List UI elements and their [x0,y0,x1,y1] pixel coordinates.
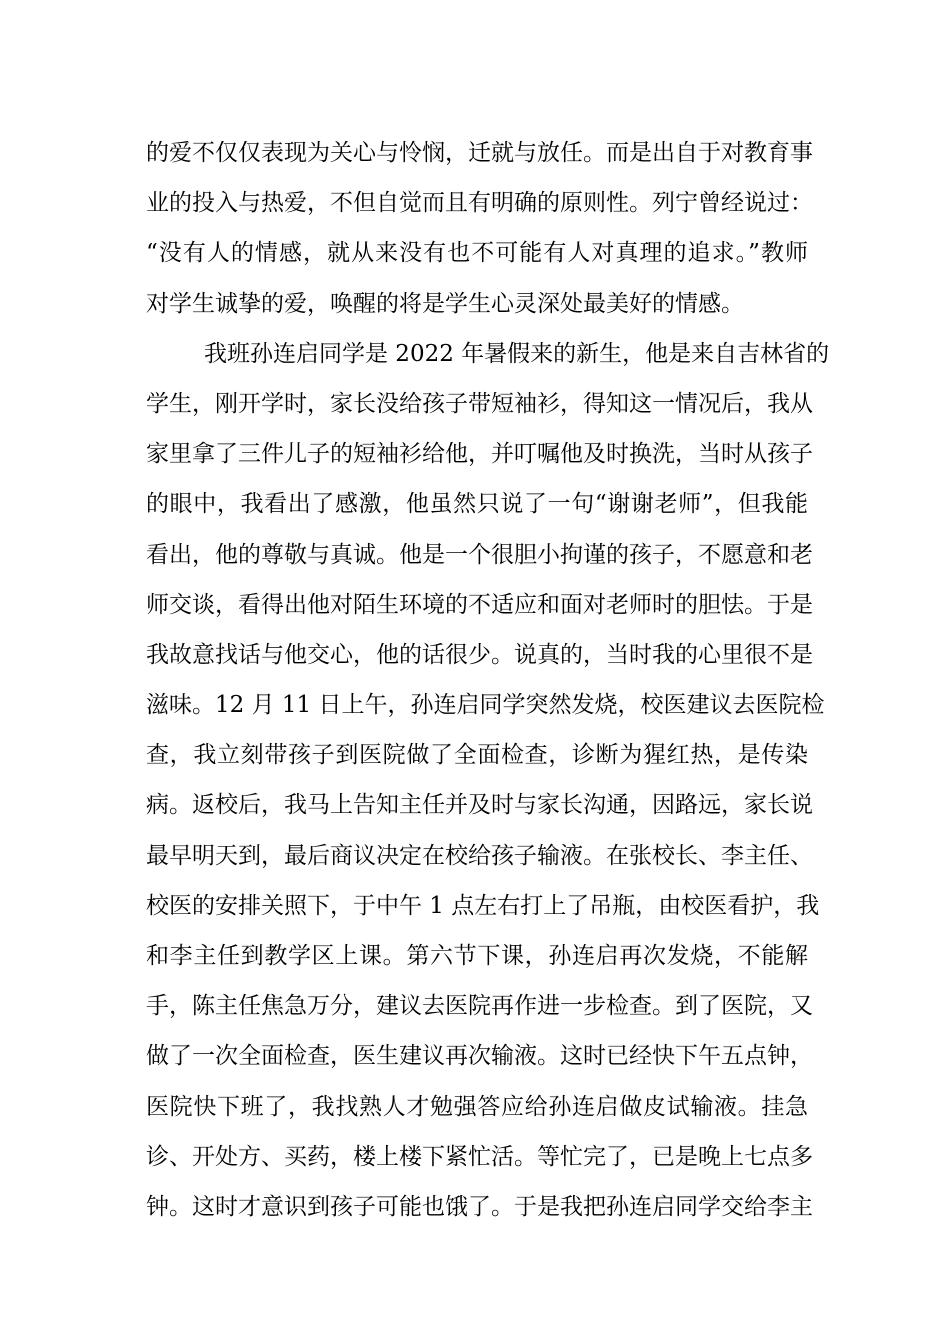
text-line-1: 的爱不仅仅表现为关心与怜悯，迁就与放任。而是出自于对教育事 [146,140,813,166]
text-line-9: 看出，他的尊敬与真诚。他是一个很胆小拘谨的孩子，不愿意和老 [146,541,813,568]
text-line-6: 学生，刚开学时，家长没给孩子带短袖衫，得知这一情况后，我从 [146,390,813,417]
text-line-10: 师交谈，看得出他对陌生环境的不适应和面对老师时的胆怯。于是 [146,591,813,618]
text-line-16: 校医的安排关照下，于中午 1 点左右打上了吊瓶，由校医看护，我 [146,892,820,919]
text-line-15: 最早明天到，最后商议决定在校给孩子输液。在张校长、李主任、 [146,842,813,869]
text-line-13: 查，我立刻带孩子到医院做了全面检查，诊断为猩红热，是传染 [146,742,808,769]
text-line-19: 做了一次全面检查，医生建议再次输液。这时已经快下午五点钟， [146,1043,813,1070]
text-line-18: 手，陈主任焦急万分，建议去医院再作进一步检查。到了医院，又 [146,993,813,1020]
text-line-14: 病。返校后，我马上告知主任并及时与家长沟通，因路远，家长说 [146,792,813,819]
text-line-11: 我故意找话与他交心，他的话很少。说真的，当时我的心里很不是 [146,641,813,668]
text-line-21: 诊、开处方、买药，楼上楼下紧忙活。等忙完了，已是晚上七点多 [146,1143,813,1170]
text-line-4: 对学生诚挚的爱，唤醒的将是学生心灵深处最美好的情感。 [146,290,744,317]
body-text [146,128,830,1232]
text-line-17: 和李主任到教学区上课。第六节下课，孙连启再次发烧，不能解 [146,943,808,969]
text-line-3: “没有人的情感，就从来没有也不可能有人对真理的追求。”教师 [146,240,808,267]
text-line-7: 家里拿了三件儿子的短袖衫给他，并叮嘱他及时换洗，当时从孩子 [146,441,813,468]
text-line-20: 医院快下班了，我找熟人才勉强答应给孙连启做皮试输液。挂急 [146,1093,808,1120]
text-line-8: 的眼中，我看出了感激，他虽然只说了一句“谢谢老师”，但我能 [146,491,808,518]
text-line-2: 业的投入与热爱，不但自觉而且有明确的原则性。列宁曾经说过： [146,190,813,217]
text-line-22: 钟。这时才意识到孩子可能也饿了。于是我把孙连启同学交给李主 [146,1193,813,1220]
text-line-12: 滋味。12 月 11 日上午，孙连启同学突然发烧，校医建议去医院检 [146,692,825,719]
text-line-5: 我班孙连启同学是 2022 年暑假来的新生，他是来自吉林省的 [204,340,830,367]
